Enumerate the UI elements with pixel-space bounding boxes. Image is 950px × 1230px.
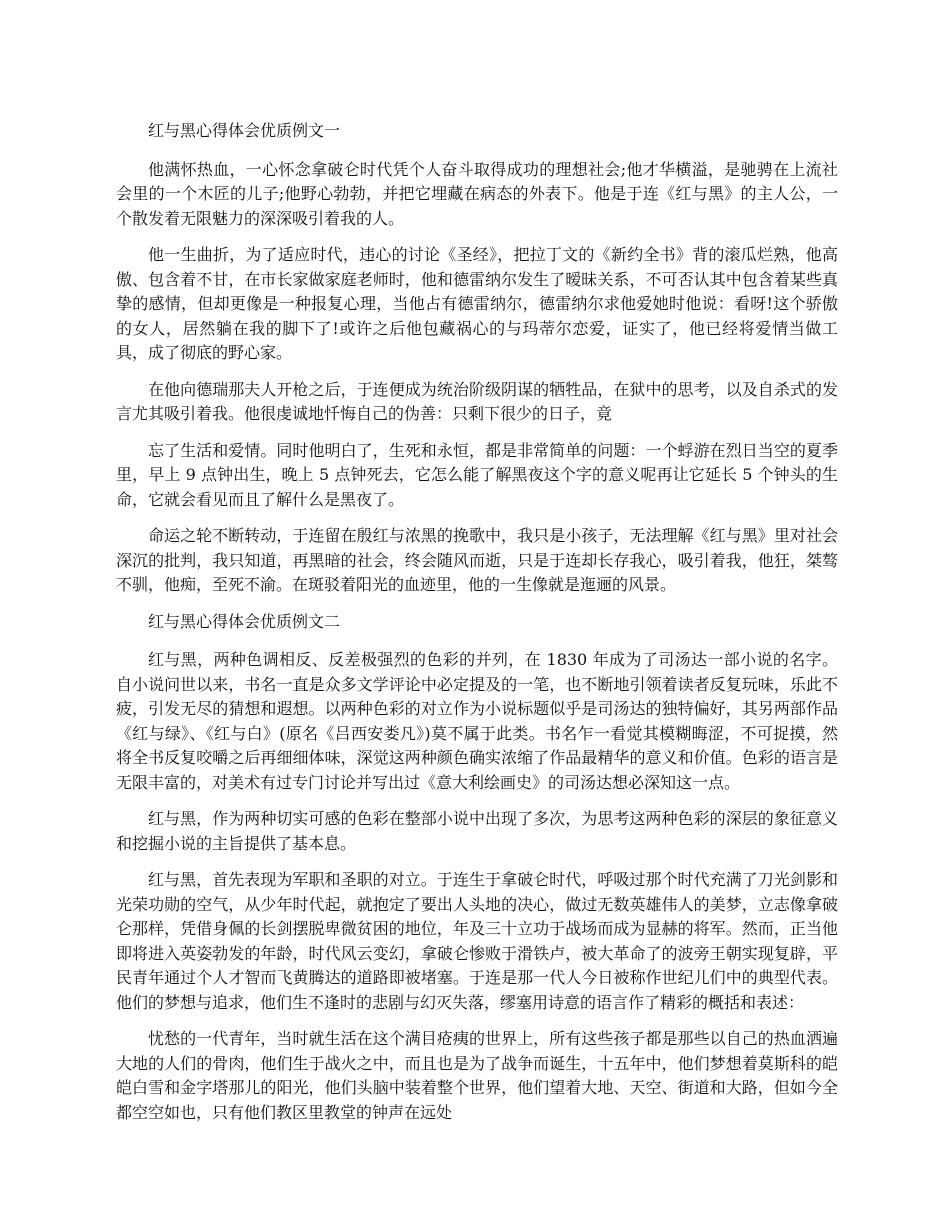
section-heading-2: 红与黑心得体会优质例文二 (148, 611, 341, 631)
paragraph: 红与黑，首先表现为军职和圣职的对立。于连生于拿破仑时代，呼吸过那个时代充满了刀光剑影和光荣功勋的空气，从少年时代起，就抱定了要出人头地的决心，做过无数英雄伟人的美梦，立志像拿破仑那样，凭借身佩的长剑摆脱卑微贫困的地位，年及三十立功于战场而成为显赫的将军。然而，正当他即将进入英姿勃发的年龄，时代风云变幻，拿破仑惨败于滑铁卢，被大革命了的波旁王朝实现复辟，平民青年通过个人才智而飞黄腾达的道路即被堵塞。于连是那一代人今日被称作世纪儿们中的典型代表。他们的梦想与追求，他们生不逢时的悲剧与幻灭失落，缪塞用诗意的语言作了精彩的概括和表述： (116, 870, 838, 1012)
document-body (116, 119, 838, 1137)
paragraph: 红与黑，作为两种切实可感的色彩在整部小说中出现了多次，为思考这两种色彩的深层的象征意义和挖掘小说的主旨提供了基本息。 (116, 809, 838, 853)
paragraph: 红与黑，两种色调相反、反差极强烈的色彩的并列，在 1830 年成为了司汤达一部小说的名字。自小说问世以来，书名一直是众多文学评论中必定提及的一笔，也不断地引领着读者反复玩味，乐此不疲，引发无尽的猜想和遐想。以两种色彩的对立作为小说标题似乎是司汤达的独特偏好，其另两部作品《红与绿》、《红与白》(原名《吕西安娄凡》)莫不属于此类。书名乍一看觉其模糊晦涩，不可捉摸，然将全书反复咬嚼之后再细细体味，深觉这两种颜色确实浓缩了作品最精华的意义和价值。色彩的语言是无限丰富的，对美术有过专门讨论并写出过《意大利绘画史》的司汤达想必深知这一点。 (116, 650, 838, 792)
paragraph: 他满怀热血，一心怀念拿破仑时代凭个人奋斗取得成功的理想社会;他才华横溢，是驰骋在上流社会里的一个木匠的儿子;他野心勃勃，并把它埋藏在病态的外表下。他是于连《红与黑》的主人公，一个散发着无限魅力的深深吸引着我的人。 (116, 159, 838, 228)
paragraph: 在他向德瑞那夫人开枪之后，于连便成为统治阶级阴谋的牺牲品，在狱中的思考，以及自杀式的发言尤其吸引着我。他很虔诚地忏悔自己的伪善：只剩下很少的日子，竟 (116, 379, 838, 423)
paragraph: 他一生曲折，为了适应时代，违心的讨论《圣经》，把拉丁文的《新约全书》背的滚瓜烂熟，他高傲、包含着不甘，在市长家做家庭老师时，他和德雷纳尔发生了暧昧关系，不可否认其中包含着某些真挚的感情，但却更像是一种报复心理，当他占有德雷纳尔，德雷纳尔求他爱她时他说：看呀!这个骄傲的女人，居然躺在我的脚下了!或许之后他包藏祸心的与玛蒂尔恋爱，证实了，他已经将爱情当做工具，成了彻底的野心家。 (116, 245, 838, 362)
paragraph: 命运之轮不断转动，于连留在殷红与浓黑的挽歌中，我只是小孩子，无法理解《红与黑》里对社会深沉的批判，我只知道，再黑暗的社会，终会随风而逝，只是于连却长存我心，吸引着我，他狂，桀骜不驯，他痴，至死不渝。在斑驳着阳光的血迹里，他的一生像就是迤逦的风景。 (116, 526, 838, 594)
paragraph: 忘了生活和爱情。同时他明白了，生死和永恒，都是非常简单的问题：一个蜉游在烈日当空的夏季里，早上 9 点钟出生，晚上 5 点钟死去，它怎么能了解黑夜这个字的意义呢再让它延长 5 个钟头的生命，它就会看见而且了解什么是黑夜了。 (116, 440, 838, 509)
section-heading-1: 红与黑心得体会优质例文一 (148, 121, 341, 140)
paragraph: 忧愁的一代青年，当时就生活在这个满目疮痍的世界上，所有这些孩子都是那些以自己的热血洒遍大地的人们的骨肉，他们生于战火之中，而且也是为了战争而诞生，十五年中，他们梦想着莫斯科的皑皑白雪和金字塔那儿的阳光，他们头脑中装着整个世界，他们望着大地、天空、街道和大路，但如今全都空空如也，只有他们教区里教堂的钟声在远处 (116, 1029, 838, 1122)
